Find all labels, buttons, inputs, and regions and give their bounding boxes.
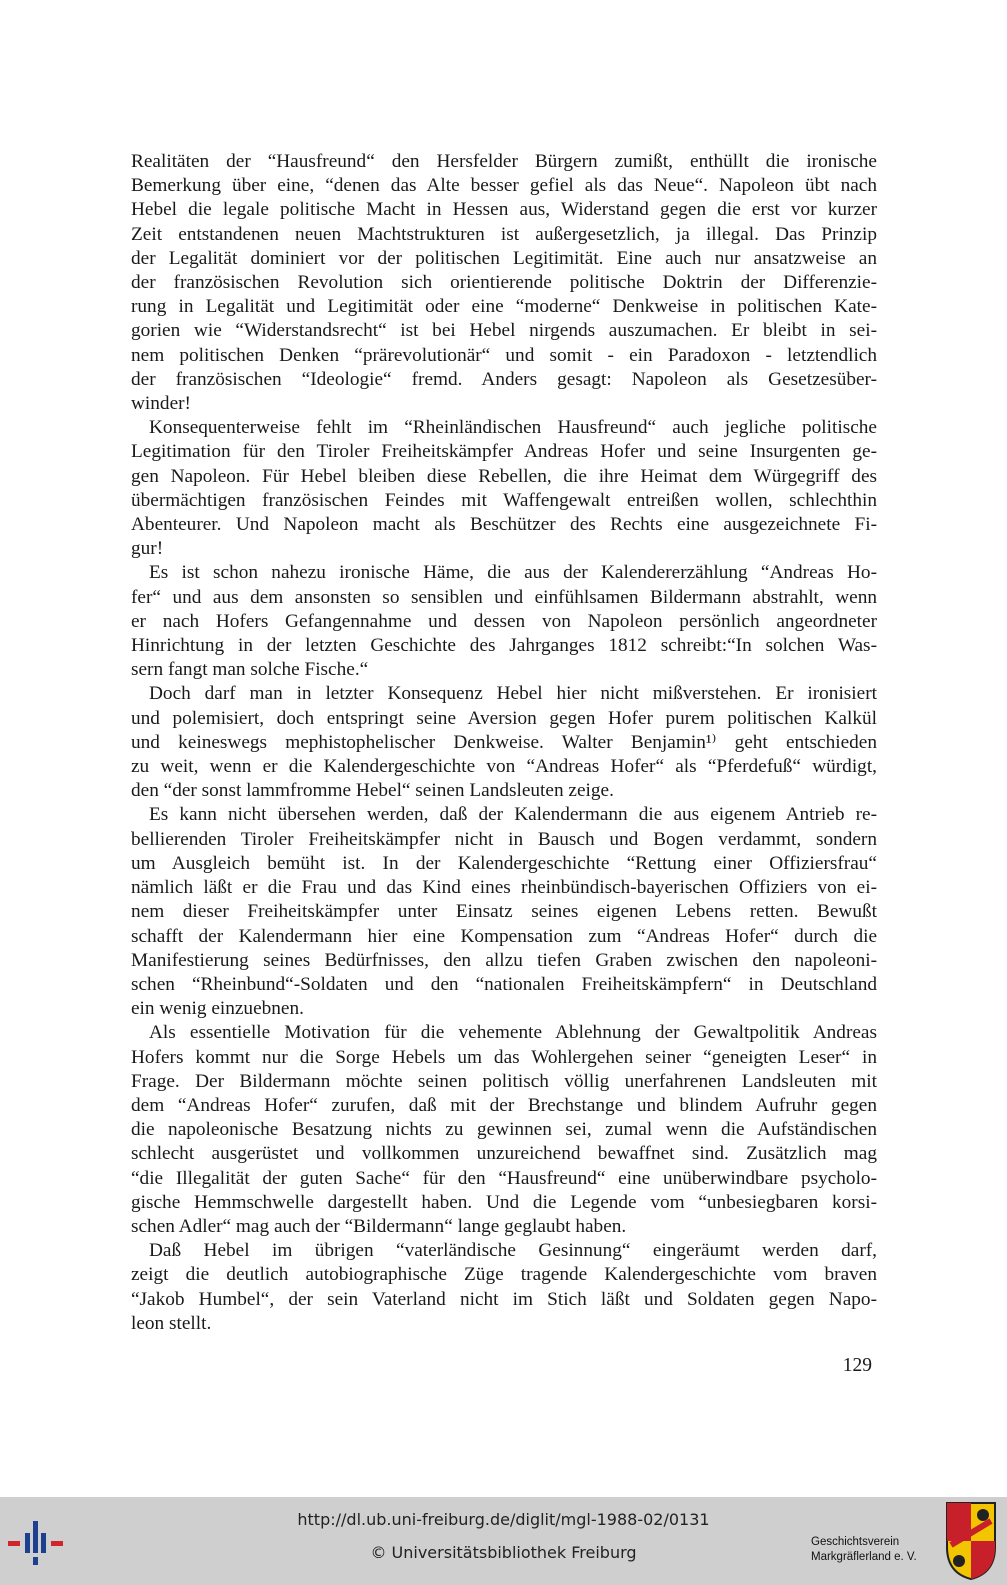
footer-bar (0, 1497, 1007, 1585)
text-line: Bemerkung über eine, “denen das Alte besser gefiel als das Neue“. Napoleon übt nach (131, 175, 877, 197)
society-line-1: Geschichtsverein (811, 1536, 900, 1548)
text-line: gen Napoleon. Für Hebel bleiben diese Rebellen, die ihre Heimat dem Würgegriff des (131, 465, 877, 487)
text-line: “die Illegalität der guten Sache“ für den “Hausfreund“ eine unüberwindbare psycholo- (131, 1167, 877, 1189)
text-line: Hebel die legale politische Macht in Hessen aus, Widerstand gegen die erst vor kurzer (131, 199, 877, 221)
text-line: gische Hemmschwelle dargestellt haben. Und die Legende vom “unbesiegbaren korsi- (131, 1191, 877, 1213)
text-line: Konsequenterweise fehlt im “Rheinländischen Hausfreund“ auch jegliche politische (149, 417, 877, 439)
text-line: winder! (131, 393, 191, 415)
text-line: Legitimation für den Tiroler Freiheitskämpfer Andreas Hofer und seine Insurgenten ge- (131, 441, 877, 463)
text-line: die napoleonische Besatzung nichts zu gewinnen sei, zumal wenn die Aufständischen (131, 1119, 877, 1141)
text-line: übermächtigen französischen Feindes mit Waffengewalt entreißen wollen, schlechthin (131, 489, 877, 511)
body-text (131, 150, 877, 1336)
text-line: und keineswegs mephistophelischer Denkweise. Walter Benjamin¹⁾ geht entschieden (131, 731, 877, 753)
text-line: und polemisiert, doch entspringt seine Aversion gegen Hofer purem politischen Kalkül (131, 707, 877, 729)
text-line: schlecht ausgerüstet und vollkommen unzureichend bewaffnet sind. Zusätzlich mag (131, 1143, 877, 1165)
text-line: sern fangt man solche Fische.“ (131, 659, 369, 681)
text-line: nämlich läßt er die Frau und das Kind eines rheinbündisch-bayerischen Offiziers von ei- (131, 877, 877, 899)
text-line: dem “Andreas Hofer“ zurufen, daß mit der Brechstange und blindem Aufruhr gegen (131, 1094, 877, 1116)
text-line: gur! (131, 538, 164, 560)
text-line: Als essentielle Motivation für die vehemente Ablehnung der Gewaltpolitik Andreas (149, 1022, 877, 1044)
society-name (811, 1535, 939, 1565)
text-line: fer“ und aus dem ansonsten so sensiblen und einfühlsamen Bildermann abstrahlt, wenn (131, 586, 877, 608)
text-line: Hinrichtung in der letzten Geschichte des Jahrganges 1812 schreibt:“In solchen Was- (131, 635, 877, 657)
text-line: Doch darf man in letzter Konsequenz Hebel hier nicht mißverstehen. Er ironisiert (149, 683, 877, 705)
text-line: er nach Hofers Gefangennahme und dessen von Napoleon persönlich angeordneter (131, 610, 877, 632)
text-line: Zeit entstandenen neuen Machtstrukturen ist außergesetzlich, ja illegal. Das Prinzip (131, 223, 877, 245)
text-line: der französischen Revolution sich orientierende politische Doktrin der Differenzie- (131, 272, 877, 294)
text-line: Es ist schon nahezu ironische Häme, die aus der Kalendererzählung “Andreas Ho- (149, 562, 877, 584)
text-line: den “der sonst lammfromme Hebel“ seinen Landsleuten zeige. (131, 780, 614, 802)
footer-url-link[interactable]: http://dl.ub.uni-freiburg.de/diglit/mgl-1988-02/0131 (297, 1510, 710, 1529)
text-line: Es kann nicht übersehen werden, daß der Kalendermann die aus eigenem Antrieb re- (149, 804, 877, 826)
text-line: der französischen “Ideologie“ fremd. Anders gesagt: Napoleon als Gesetzesüber- (131, 368, 877, 390)
text-line: Abenteurer. Und Napoleon macht als Beschützer des Rechts eine ausgezeichnete Fi- (131, 514, 877, 536)
society-line-2: Markgräflerland e. V. (811, 1551, 917, 1563)
text-line: gorien wie “Widerstandsrecht“ ist bei Hebel nirgends auszumachen. Er bleibt in sei- (131, 320, 877, 342)
text-line: zu weit, wenn er die Kalendergeschichte von “Andreas Hofer“ als “Pferdefuß“ würdigt, (131, 756, 877, 778)
text-line: schen “Rheinbund“-Soldaten und den “nationalen Freiheitskämpfern“ in Deutschland (131, 973, 877, 995)
footer-copyright: © Universitätsbibliothek Freiburg (370, 1543, 637, 1562)
text-line: rung in Legalität und Legitimität oder eine “moderne“ Denkweise in politischen Kate- (131, 296, 877, 318)
text-line: nem politischen Denken “prärevolutionär“ und somit - ein Paradoxon - letztendlich (131, 344, 877, 366)
text-line: der Legalität dominiert vor der politischen Legitimität. Eine auch nur ansatzweise an (131, 247, 877, 269)
text-line: “Jakob Humbel“, der sein Vaterland nicht im Stich läßt und Soldaten gegen Napo- (131, 1288, 877, 1310)
coat-of-arms-icon (945, 1501, 997, 1581)
text-line: leon stellt. (131, 1312, 212, 1334)
text-line: schafft der Kalendermann hier eine Kompensation zum “Andreas Hofer“ durch die (131, 925, 877, 947)
text-line: um Ausgleich bemüht ist. In der Kalendergeschichte “Rettung einer Offiziersfrau“ (131, 852, 877, 874)
text-line: Frage. Der Bildermann möchte seinen politisch völlig unerfahrenen Landsleuten mit (131, 1070, 877, 1092)
text-line: bellierenden Tiroler Freiheitskämpfer nicht in Bausch und Bogen verdammt, sondern (131, 828, 877, 850)
text-line: Manifestierung seines Bedürfnisses, den allzu tiefen Graben zwischen den napoleoni- (131, 949, 877, 971)
text-line: schen Adler“ mag auch der “Bildermann“ lange geglaubt haben. (131, 1215, 627, 1237)
page-number: 129 (842, 1355, 872, 1376)
text-line: zeigt die deutlich autobiographische Züge tragende Kalendergeschichte vom braven (131, 1264, 877, 1286)
text-line: Realitäten der “Hausfreund“ den Hersfelder Bürgern zumißt, enthüllt die ironische (131, 151, 877, 172)
text-line: Hofers kommt nur die Sorge Hebels um das Wohlergehen seiner “geneigten Leser“ in (131, 1046, 877, 1068)
text-line: nem dieser Freiheitskämpfer unter Einsatz seines eigenen Lebens retten. Bewußt (131, 901, 877, 923)
text-line: ein wenig einzuebnen. (131, 998, 304, 1020)
text-line: Daß Hebel im übrigen “vaterländische Gesinnung“ eingeräumt werden darf, (149, 1240, 877, 1262)
